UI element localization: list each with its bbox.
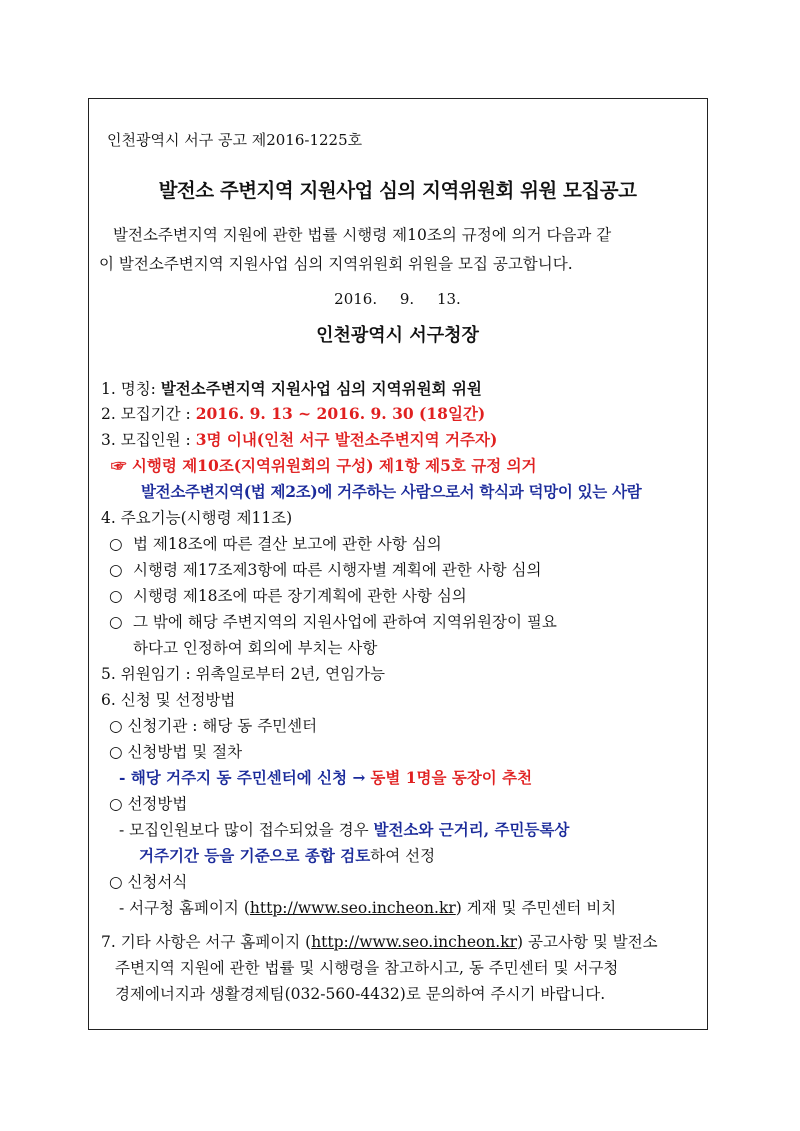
item-3 <box>101 430 497 450</box>
item-4-d-cont: 하다고 인정하여 회의에 부치는 사항 <box>133 639 378 657</box>
bullet-circle: ○ <box>109 587 123 605</box>
item-6-a: ○ 신청기관 : 해당 동 주민센터 <box>109 717 318 735</box>
bullet-circle: ○ <box>109 535 123 553</box>
item-3-value: 3명 이내(인천 서구 발전소주변지역 거주자) <box>195 430 498 449</box>
item-2 <box>101 404 485 424</box>
item-6-d: ○ 신청서식 <box>109 873 188 891</box>
notice-number: 인천광역시 서구 공고 제2016-1225호 <box>107 131 363 149</box>
item-6-d-detail: - 서구청 홈페이지 (http://www.seo.incheon.kr) 게재 및 주민센터 비치 <box>119 899 617 917</box>
notice-document <box>88 98 708 1030</box>
item-7-line-3: 경제에너지과 생활경제팀(032-560-4432)로 문의하여 주시기 바랍니다. <box>115 985 606 1003</box>
item-3-label: 3. 모집인원 : <box>101 431 191 449</box>
item-7-line-1: 7. 기타 사항은 서구 홈페이지 (http://www.seo.incheon.kr) 공고사항 및 발전소 <box>101 933 658 951</box>
item-6-label: 6. 신청 및 선정방법 <box>101 691 236 709</box>
item-6-b: ○ 신청방법 및 절차 <box>109 743 243 761</box>
notice-date: 2016. 9. 13. <box>334 290 461 308</box>
item-4-c: ○ 시행령 제18조에 따른 장기계획에 관한 사항 심의 <box>109 587 467 605</box>
item-6-b-detail: - 해당 거주지 동 주민센터에 신청 → 동별 1명을 동장이 추천 <box>119 768 533 787</box>
bullet-circle: ○ <box>109 561 123 579</box>
issuer: 인천광역시 서구청장 <box>316 325 479 346</box>
intro-line-2: 이 발전소주변지역 지원사업 심의 지역위원회 위원을 모집 공고합니다. <box>99 255 573 273</box>
item-7-line-2: 주변지역 지원에 관한 법률 및 시행령을 참고하시고, 동 주민센터 및 서구청 <box>115 959 619 977</box>
item-6-c-detail-1: - 모집인원보다 많이 접수되었을 경우 발전소와 근거리, 주민등록상 <box>119 820 570 839</box>
item-3-qualification: 발전소주변지역(법 제2조)에 거주하는 사람으로서 학식과 덕망이 있는 사람 <box>141 482 642 501</box>
item-3-reference: ☞ 시행령 제10조(지역위원회의 구성) 제1항 제5호 규정 의거 <box>111 456 537 475</box>
item-1-value: 발전소주변지역 지원사업 심의 지역위원회 위원 <box>160 379 482 398</box>
bullet-circle: ○ <box>109 613 123 631</box>
item-5: 5. 위원임기 : 위촉일로부터 2년, 연임가능 <box>101 665 386 683</box>
item-6-c-detail-2: 거주기간 등을 기준으로 종합 검토하여 선정 <box>139 846 436 865</box>
item-4-a: ○ 법 제18조에 따른 결산 보고에 관한 사항 심의 <box>109 535 442 553</box>
item-2-label: 2. 모집기간 : <box>101 405 191 423</box>
intro-line-1: 발전소주변지역 지원에 관한 법률 시행령 제10조의 규정에 의거 다음과 같 <box>113 226 612 244</box>
item-4-label: 4. 주요기능(시행령 제11조) <box>101 509 293 527</box>
homepage-link[interactable]: http://www.seo.incheon.kr <box>249 899 456 917</box>
item-4-d: ○ 그 밖에 해당 주변지역의 지원사업에 관하여 지역위원장이 필요 <box>109 613 557 631</box>
item-2-value: 2016. 9. 13 ~ 2016. 9. 30 (18일간) <box>195 404 486 423</box>
homepage-link[interactable]: http://www.seo.incheon.kr <box>311 933 518 951</box>
page-title: 발전소 주변지역 지원사업 심의 지역위원회 위원 모집공고 <box>158 179 637 202</box>
item-1-label: 1. 명칭: <box>101 380 156 398</box>
item-4-b: ○ 시행령 제17조제3항에 따른 시행자별 계획에 관한 사항 심의 <box>109 561 542 579</box>
item-6-c: ○ 선정방법 <box>109 795 188 813</box>
item-1 <box>101 379 482 399</box>
